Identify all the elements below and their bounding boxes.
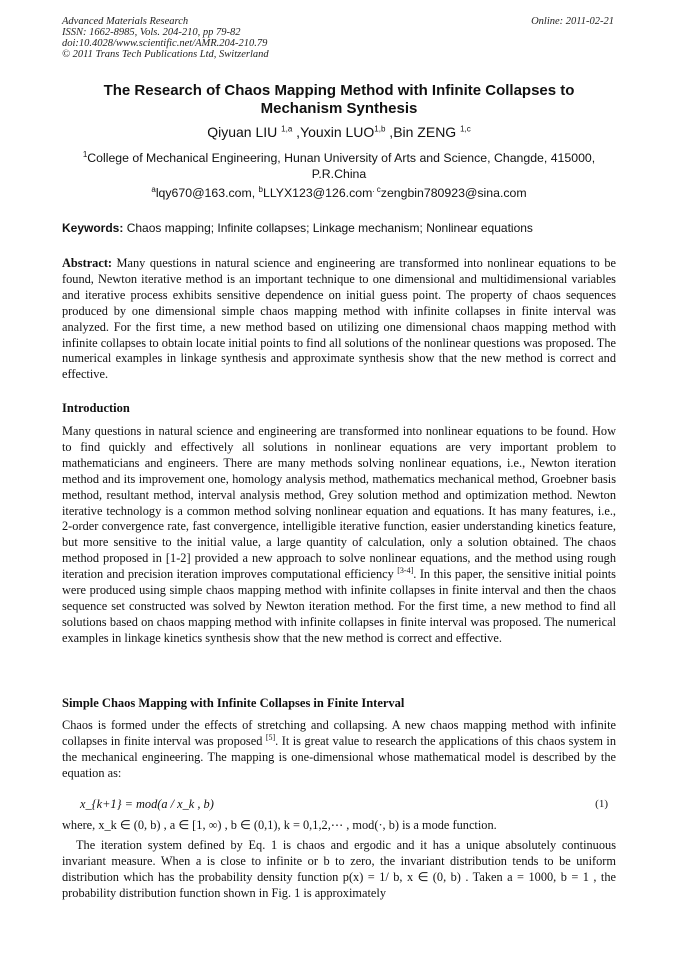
equation-1 [80, 796, 616, 812]
keywords-label: Keywords: [62, 221, 124, 235]
journal-name: Advanced Materials Research [62, 16, 189, 27]
keywords-text: Chaos mapping; Infinite collapses; Linkage mechanism; Nonlinear equations [123, 221, 533, 235]
journal-header [62, 16, 269, 60]
affiliation: $^1$College of Mechanical Engineering, Hunan University of Arts and Science, Changde, 415000, P.R.China [62, 150, 616, 182]
copyright: © 2011 Trans Tech Publications Ltd, Switzerland [62, 49, 269, 60]
equation-definition: where, x_k ∈ (0, b) , a ∈ [1, ∞) , b ∈ (0,1), k = 0,1,2,⋯ , mod(·, b) is a mode function. [62, 818, 497, 832]
section-heading: Simple Chaos Mapping with Infinite Collapses in Finite Interval [62, 696, 405, 710]
author-1: Qiyuan LIU [207, 124, 278, 140]
online-date: Online: 2011-02-21 [531, 16, 614, 27]
email-a: lqy670@163.com, [155, 186, 259, 200]
affiliation-line-2: P.R.China [311, 167, 367, 181]
equation-number: (1) [595, 798, 608, 810]
email-b: LLYX123@126.com [263, 186, 373, 200]
iteration-paragraph: The iteration system defined by Eq. 1 is chaos and ergodic and it has a unique absolutely continuous invariant measure. When a is close to infinite or b to zero, the invariant distribution tends to be uniform distribution which has the probability density function p(x) = 1/ b, x ∈ (0, b) . Taken a = 1000, b = 1 , the probability distribution function shown in Fig. 1 is approximately [62, 838, 616, 900]
keywords [62, 220, 616, 236]
author-3: Bin ZENG [393, 124, 457, 140]
author-list: Qiyuan LIU $^{1,a}$ ,Youxin LUO$^{1,b}$ ,Bin ZENG $^{1,c}$ [207, 124, 471, 140]
section-paragraph: Chaos is formed under the effects of stretching and collapsing. A new chaos mapping method with infinite collapses in finite interval was proposed [5]. It is great value to research the applications of this chaos system in the mechanical engineering. The mapping is one-dimensional whose mathematical model is described by the equation as: [62, 718, 616, 780]
issn: ISSN: 1662-8985, Vols. 204-210, pp 79-82 [62, 27, 241, 38]
author-emails: $^a$lqy670@163.com, $^b$LLYX123@126.com$^{. c}$zengbin780923@sina.com [151, 184, 527, 200]
affiliation-line-1: College of Mechanical Engineering, Hunan University of Arts and Science, Changde, 415000, [87, 151, 596, 165]
introduction-heading: Introduction [62, 401, 130, 415]
citation: [5] [265, 732, 276, 742]
citation: [3-4] [397, 566, 414, 576]
equation-expression: x_{k+1} = mod(a / x_k , b) [80, 797, 214, 811]
title-line-2: Mechanism Synthesis [260, 100, 418, 117]
email-c: zengbin780923@sina.com [380, 186, 527, 200]
doi: doi:10.4028/www.scientific.net/AMR.204-210.79 [62, 38, 268, 49]
abstract-text: Many questions in natural science and engineering are transformed into nonlinear equations to be found, Newton iterative method is an important technique to one dimensional and multidimensional variables and iterative process exhibits sensitive dependence on initial guess point. The property of chaos sequences produced by one dimensional simple chaos mapping method with infinite collapses in finite interval was analyzed. For the first time, a new method based on utilizing one dimensional chaos mapping method with infinite collapses to obtain locate initial points to find all solutions of the nonlinear questions was proposed. The numerical examples in linkage synthesis and approximate synthesis show that the new method is correct and effective. [62, 256, 616, 382]
abstract [62, 256, 616, 383]
introduction-paragraph: Many questions in natural science and engineering are transformed into nonlinear equations to be found. How to find quickly and effectively all solutions in nonlinear equations are very important problem to mathematicians and engineers. There are many methods solving nonlinear equations, i.e., Newton iteration method and its improvement one, homology analysis method, mathematics mechanical method, Groebner basis method, resultant method, interval analysis method, Grey solution method and optimization method. Newton iterative technology is a common method solving nonlinear equation and equations. It has many features, i.e., 2-order convergence rate, fast convergence, intelligible iterative function, easier understanding kinetics feature, but more sensitive to the initial value, a large quantity of calculation, only a solution obtained. The chaos method proposed in [1-2] provided a new approach to solve nonlinear equations, and the method using rough iteration and precision iteration improves computational efficiency [3-4]. In this paper, the sensitive initial points were produced using simple chaos mapping method with infinite collapses in finite interval and then the chaos sequence set constructed was solved by Newton iteration method. For the first time, a new method to find all solutions based on chaos mapping method with infinite collapses in finite interval was proposed. The numerical examples in linkage kinetics synthesis show that the new method is correct and effective. [62, 424, 616, 645]
paper-title [62, 82, 616, 118]
abstract-label: Abstract: [62, 256, 113, 270]
title-line-1: The Research of Chaos Mapping Method with Infinite Collapses to [103, 82, 575, 99]
author-2: Youxin LUO [300, 124, 375, 140]
